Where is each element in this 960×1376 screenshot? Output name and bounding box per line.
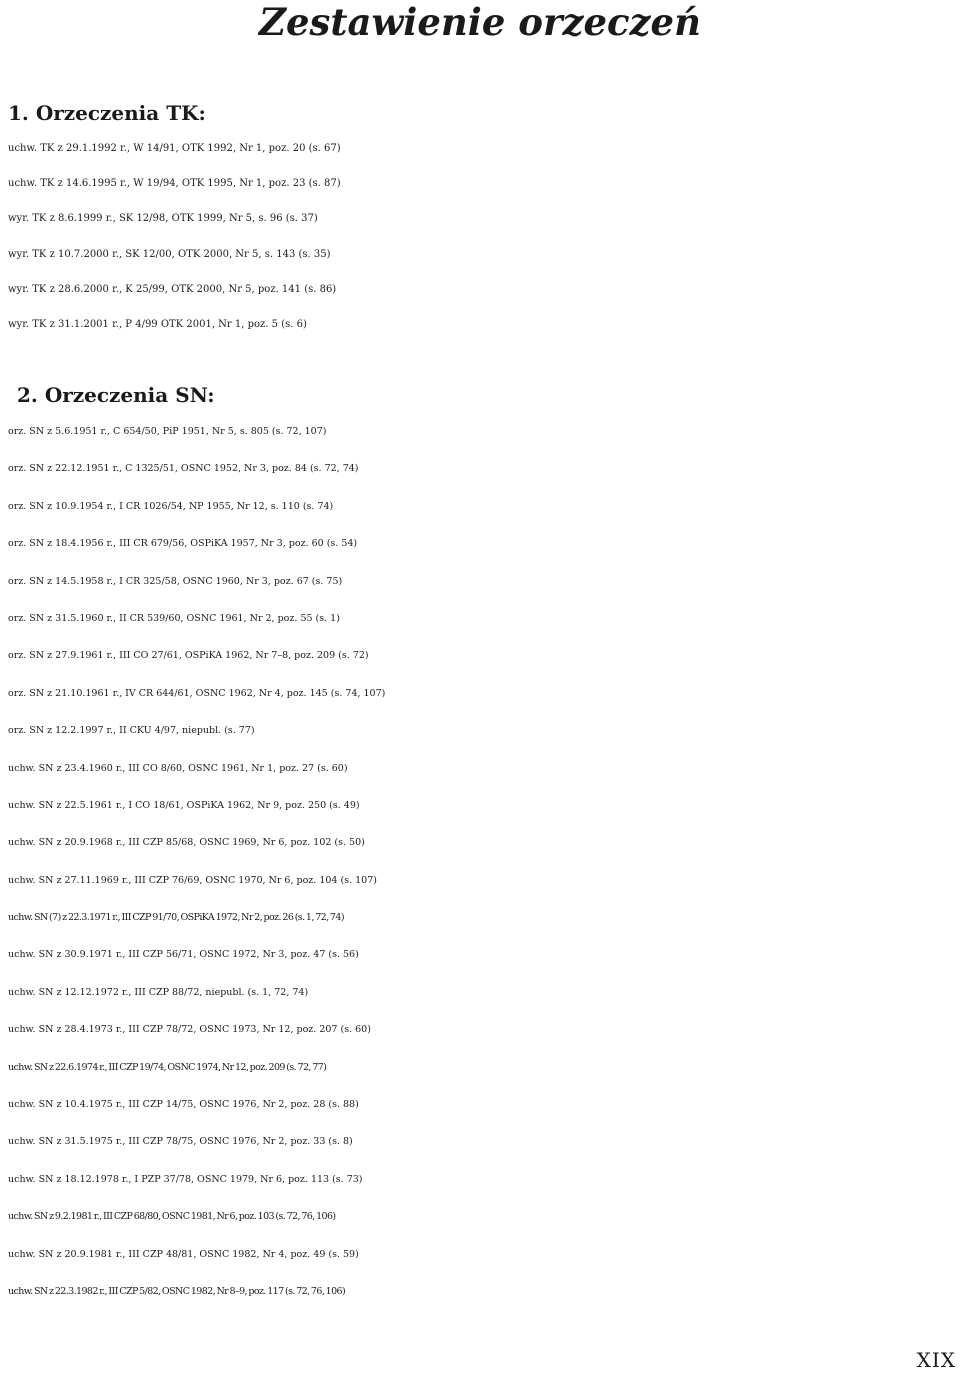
- ruling-entry: uchw. SN z 23.4.1960 r., III CO 8/60, OSNC 1961, Nr 1, poz. 27 (s. 60): [8, 762, 348, 774]
- ruling-entry: uchw. SN z 27.11.1969 r., III CZP 76/69, OSNC 1970, Nr 6, poz. 104 (s. 107): [8, 874, 377, 886]
- section-heading: 2. Orzeczenia SN:: [17, 383, 215, 407]
- ruling-entry: uchw. SN z 22.5.1961 r., I CO 18/61, OSPiKA 1962, Nr 9, poz. 250 (s. 49): [8, 799, 360, 811]
- ruling-entry: uchw. SN z 28.4.1973 r., III CZP 78/72, OSNC 1973, Nr 12, poz. 207 (s. 60): [8, 1024, 371, 1036]
- ruling-entry: uchw. SN z 20.9.1981 r., III CZP 48/81, OSNC 1982, Nr 4, poz. 49 (s. 59): [8, 1248, 359, 1260]
- ruling-list: [8, 131, 958, 342]
- page-title: Zestawienie orzeczeń: [259, 0, 701, 44]
- ruling-entry: uchw. SN z 10.4.1975 r., III CZP 14/75, OSNC 1976, Nr 2, poz. 28 (s. 88): [8, 1099, 359, 1111]
- ruling-entry: orz. SN z 12.2.1997 r., II CKU 4/97, niepubl. (s. 77): [8, 725, 255, 737]
- ruling-entry: uchw. SN z 9.2.1981 r., III CZP 68/80, OSNC 1981, Nr 6, poz. 103 (s. 72, 76, 106): [8, 1211, 336, 1223]
- ruling-entry: uchw. SN z 22.6.1974 r., III CZP 19/74, OSNC 1974, Nr 12, poz. 209 (s. 72, 77): [8, 1061, 327, 1073]
- ruling-entry: wyr. TK z 31.1.2001 r., P 4/99 OTK 2001, Nr 1, poz. 5 (s. 6): [8, 318, 307, 330]
- ruling-entry: orz. SN z 18.4.1956 r., III CR 679/56, OSPiKA 1957, Nr 3, poz. 60 (s. 54): [8, 538, 358, 550]
- ruling-entry: orz. SN z 31.5.1960 r., II CR 539/60, OSNC 1961, Nr 2, poz. 55 (s. 1): [8, 612, 340, 624]
- ruling-entry: uchw. SN z 22.3.1982 r., III CZP 5/82, OSNC 1982, Nr 8–9, poz. 117 (s. 72, 76, 106): [8, 1285, 346, 1297]
- ruling-entry: orz. SN z 14.5.1958 r., I CR 325/58, OSNC 1960, Nr 3, poz. 67 (s. 75): [8, 575, 343, 587]
- ruling-entry: uchw. SN z 12.12.1972 r., III CZP 88/72, niepubl. (s. 1, 72, 74): [8, 986, 309, 998]
- ruling-entry: uchw. SN z 18.12.1978 r., I PZP 37/78, OSNC 1979, Nr 6, poz. 113 (s. 73): [8, 1173, 363, 1185]
- ruling-entry: orz. SN z 22.12.1951 r., C 1325/51, OSNC 1952, Nr 3, poz. 84 (s. 72, 74): [8, 463, 359, 475]
- ruling-entry: uchw. SN z 31.5.1975 r., III CZP 78/75, OSNC 1976, Nr 2, poz. 33 (s. 8): [8, 1136, 353, 1148]
- ruling-entry: uchw. SN (7) z 22.3.1971 r., III CZP 91/70, OSPiKA 1972, Nr 2, poz. 26 (s. 1, 72, 74): [8, 912, 344, 924]
- ruling-list: [8, 413, 958, 1310]
- ruling-entry: orz. SN z 10.9.1954 r., I CR 1026/54, NP 1955, Nr 12, s. 110 (s. 74): [8, 500, 334, 512]
- section-tk-rulings: [8, 96, 958, 342]
- ruling-entry: uchw. TK z 29.1.1992 r., W 14/91, OTK 1992, Nr 1, poz. 20 (s. 67): [8, 143, 341, 154]
- section-sn-rulings: [8, 378, 958, 1310]
- ruling-entry: wyr. TK z 28.6.2000 r., K 25/99, OTK 2000, Nr 5, poz. 141 (s. 86): [8, 283, 337, 295]
- ruling-entry: orz. SN z 5.6.1951 r., C 654/50, PiP 1951, Nr 5, s. 805 (s. 72, 107): [8, 426, 327, 437]
- ruling-entry: wyr. TK z 10.7.2000 r., SK 12/00, OTK 2000, Nr 5, s. 143 (s. 35): [8, 248, 331, 260]
- page-number: XIX: [916, 1348, 956, 1372]
- ruling-entry: wyr. TK z 8.6.1999 r., SK 12/98, OTK 1999, Nr 5, s. 96 (s. 37): [8, 213, 318, 225]
- section-heading: 1. Orzeczenia TK:: [8, 101, 206, 125]
- ruling-entry: uchw. TK z 14.6.1995 r., W 19/94, OTK 1995, Nr 1, poz. 23 (s. 87): [8, 178, 341, 190]
- ruling-entry: uchw. SN z 30.9.1971 r., III CZP 56/71, OSNC 1972, Nr 3, poz. 47 (s. 56): [8, 949, 359, 961]
- ruling-entry: orz. SN z 21.10.1961 r., IV CR 644/61, OSNC 1962, Nr 4, poz. 145 (s. 74, 107): [8, 687, 386, 699]
- ruling-entry: uchw. SN z 20.9.1968 r., III CZP 85/68, OSNC 1969, Nr 6, poz. 102 (s. 50): [8, 837, 365, 849]
- ruling-entry: orz. SN z 27.9.1961 r., III CO 27/61, OSPiKA 1962, Nr 7–8, poz. 209 (s. 72): [8, 650, 369, 662]
